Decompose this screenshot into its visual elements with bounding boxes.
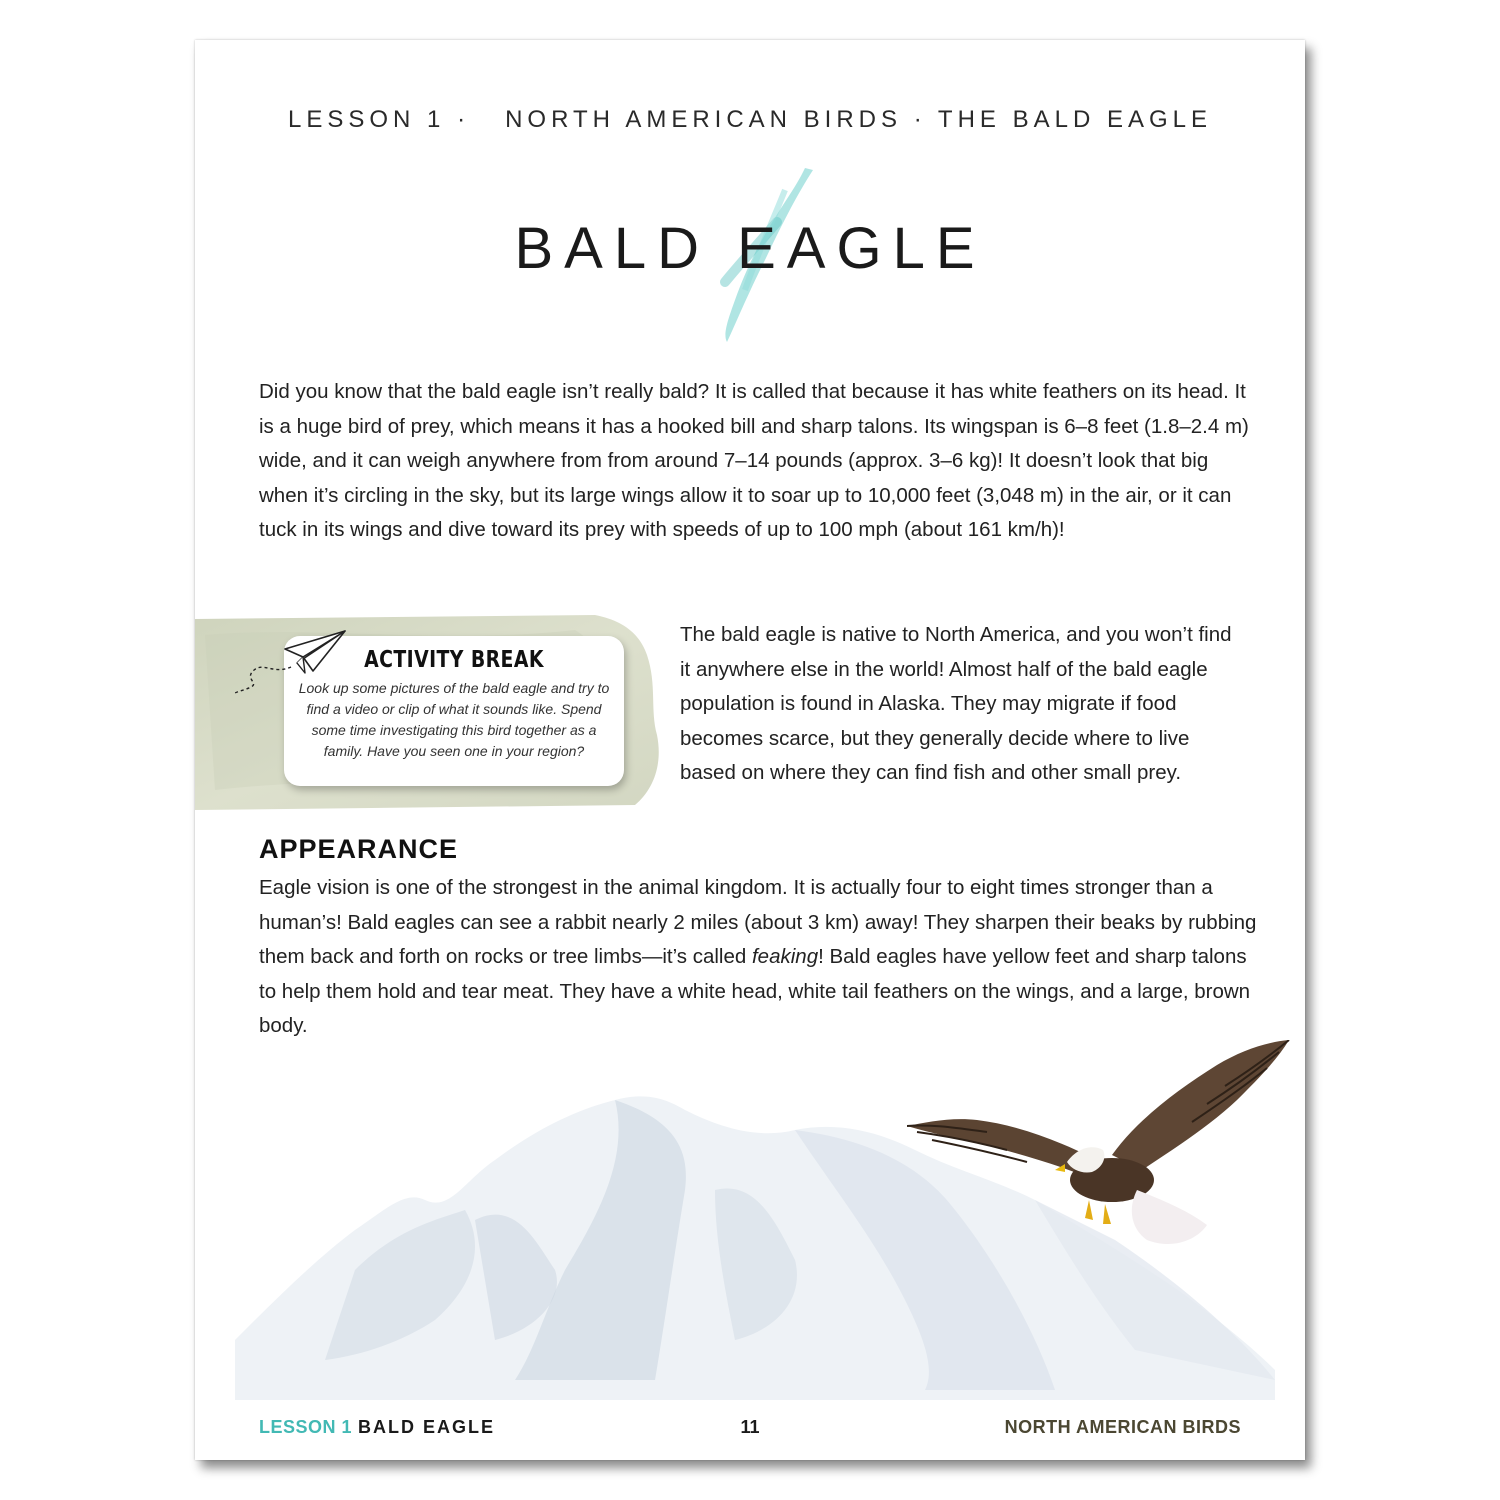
- native-paragraph: The bald eagle is native to North America, and you won’t find it anywhere else in the world! Almost half of the bald eagle population is found in Alaska. They may migrate if food becomes scarce, but they generally decide where to live based on where they can find fish and other small prey.: [680, 623, 1232, 784]
- appearance-text-before: Eagle vision is one of the strongest in the animal kingdom. It is actually four to eight times stronger than a human’s! Bald eagles can see a rabbit nearly 2 miles (about 3 km) away! They sharpen their beaks by rubbing them back and forth on rocks or tree limbs—it’s called: [259, 876, 1257, 968]
- activity-break-text: Look up some pictures of the bald eagle and try to find a video or clip of what it sounds like. Spend some time investigating this bird together as a family. Have you seen one in your region?: [298, 680, 610, 759]
- page-number: 11: [740, 1417, 760, 1437]
- footer-unit: NORTH AMERICAN BIRDS: [1004, 1417, 1241, 1437]
- lesson-header: [195, 106, 1305, 134]
- footer-topic: BALD EAGLE: [358, 1417, 496, 1437]
- appearance-paragraph: [259, 871, 1259, 1044]
- header-lesson: LESSON 1: [288, 106, 446, 133]
- title-block: [195, 160, 1305, 350]
- book-page: [195, 40, 1305, 1460]
- header-separator: ·: [457, 106, 471, 133]
- header-separator: ·: [913, 106, 927, 133]
- appearance-heading: APPEARANCE: [259, 834, 459, 864]
- bald-eagle-illustration: [907, 1040, 1297, 1270]
- intro-paragraph: Did you know that the bald eagle isn’t really bald? It is called that because it has white feathers on its head. It is a huge bird of prey, which means it has a hooked bill and sharp talons. Its wingspan is 6–8 feet (1.8–2.4 m) wide, and it can weigh anywhere from from around 7–14 pounds (approx. 3–6 kg)! It doesn’t look that big when it’s circling in the sky, but its large wings allow it to soar up to 10,000 feet (3,048 m) in the air, or it can tuck in its wings and dive toward its prey with speeds of up to 100 mph (about 161 km/h)!: [259, 380, 1249, 541]
- appearance-italic-word: feaking: [751, 945, 819, 968]
- appearance-text-after: ! Bald eagles have yellow feet and sharp talons to help them hold and tear meat. They have a white head, white tail feathers on the wings, and a large, brown body.: [259, 945, 1251, 1037]
- footer-lesson-label: [259, 1417, 495, 1438]
- footer-lesson: LESSON 1: [259, 1417, 353, 1437]
- header-unit: NORTH AMERICAN BIRDS: [505, 106, 903, 133]
- header-topic: THE BALD EAGLE: [937, 106, 1212, 133]
- page-title: BALD EAGLE: [514, 216, 986, 281]
- activity-break-title: ACTIVITY BREAK: [364, 647, 544, 673]
